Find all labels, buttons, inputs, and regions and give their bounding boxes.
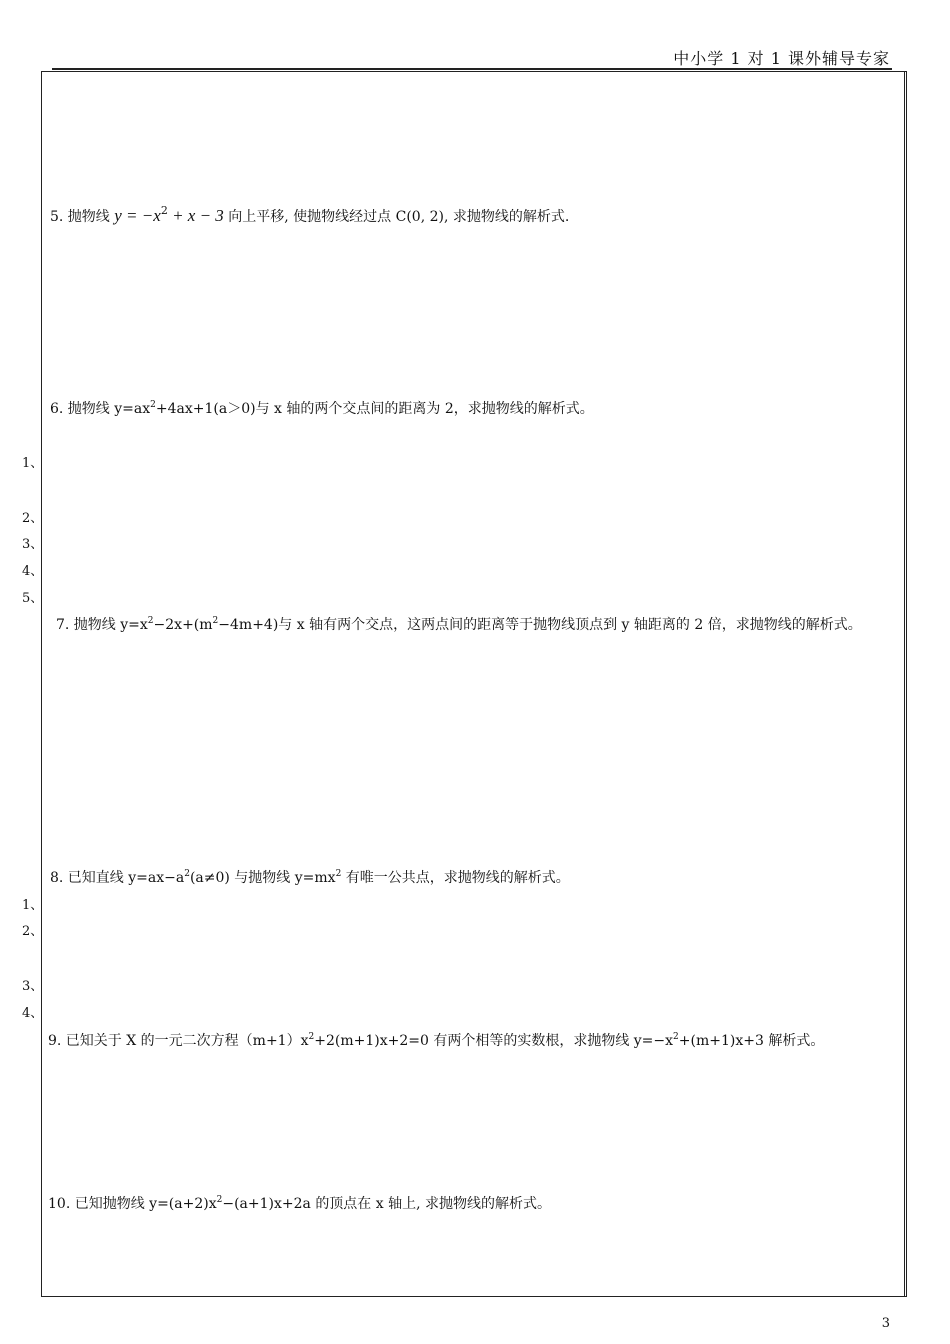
- question-8-text-b: (a≠0) 与抛物线 y=mx: [189, 870, 336, 886]
- margin-number: 3、: [22, 979, 44, 994]
- question-9-exponent-2: 2: [673, 1032, 679, 1042]
- question-8-exponent-2: 2: [335, 869, 342, 879]
- question-10-exponent: 2: [216, 1195, 223, 1205]
- question-6-exponent: 2: [150, 400, 156, 410]
- question-5-formula-exponent: 2: [160, 204, 168, 217]
- question-5-formula-a: y = −x: [114, 206, 161, 225]
- question-10-text-a: 10. 已知抛物线 y=(a+2)x: [48, 1196, 217, 1212]
- margin-number: 1、: [22, 898, 44, 913]
- content-frame: [41, 71, 907, 1297]
- question-5-suffix: 向上平移, 使抛物线经过点 C(0, 2), 求抛物线的解析式.: [223, 209, 570, 225]
- margin-number: 2、: [22, 924, 44, 939]
- margin-number: 4、: [22, 1006, 44, 1021]
- margin-number: 5、: [22, 591, 44, 606]
- question-7-text-c: −4m+4)与 x 轴有两个交点，这两点间的距离等于抛物线顶点到 y 轴距离的 2 倍，求抛物线的解析式。: [218, 617, 862, 633]
- question-9-text-b: +2(m+1)x+2=0 有两个相等的实数根，求抛物线 y=−x: [314, 1033, 674, 1049]
- question-5: [50, 198, 569, 230]
- header-rule: [52, 68, 892, 70]
- question-7-text-b: −2x+(m: [153, 617, 213, 633]
- question-10: [48, 1187, 551, 1217]
- question-9: [48, 1024, 824, 1054]
- question-7: [56, 608, 901, 638]
- question-6: [50, 392, 594, 422]
- question-7-exponent-2: 2: [212, 616, 219, 626]
- page-number: 3: [881, 1316, 890, 1331]
- page-header-title: 中小学 1 对 1 课外辅导专家: [673, 49, 890, 68]
- question-10-text-b: −(a+1)x+2a 的顶点在 x 轴上, 求抛物线的解析式。: [222, 1196, 552, 1212]
- margin-number: 4、: [22, 564, 44, 579]
- question-9-text-c: +(m+1)x+3 解析式。: [678, 1033, 825, 1049]
- question-7-exponent-1: 2: [147, 616, 154, 626]
- margin-number: 1、: [22, 456, 44, 471]
- question-5-formula-b: + x − 3: [167, 206, 224, 225]
- question-5-prefix: 5. 抛物线: [50, 209, 115, 225]
- question-8-text-c: 有唯一公共点，求抛物线的解析式。: [341, 870, 570, 886]
- question-9-exponent-1: 2: [308, 1032, 315, 1042]
- question-8-exponent-1: 2: [184, 869, 190, 879]
- margin-number: 3、: [22, 537, 44, 552]
- question-8: [50, 861, 570, 891]
- question-6-text-b: +4ax+1(a＞0)与 x 轴的两个交点间的距离为 2，求抛物线的解析式。: [155, 401, 594, 417]
- question-7-text-a: 7. 抛物线 y=x: [56, 617, 148, 633]
- margin-number: 2、: [22, 511, 44, 526]
- content-frame-inner-rule: [904, 71, 905, 1297]
- question-8-text-a: 8. 已知直线 y=ax−a: [50, 870, 185, 886]
- question-9-text-a: 9. 已知关于 X 的一元二次方程（m+1）x: [48, 1033, 309, 1049]
- question-6-text-a: 6. 抛物线 y=ax: [50, 401, 151, 417]
